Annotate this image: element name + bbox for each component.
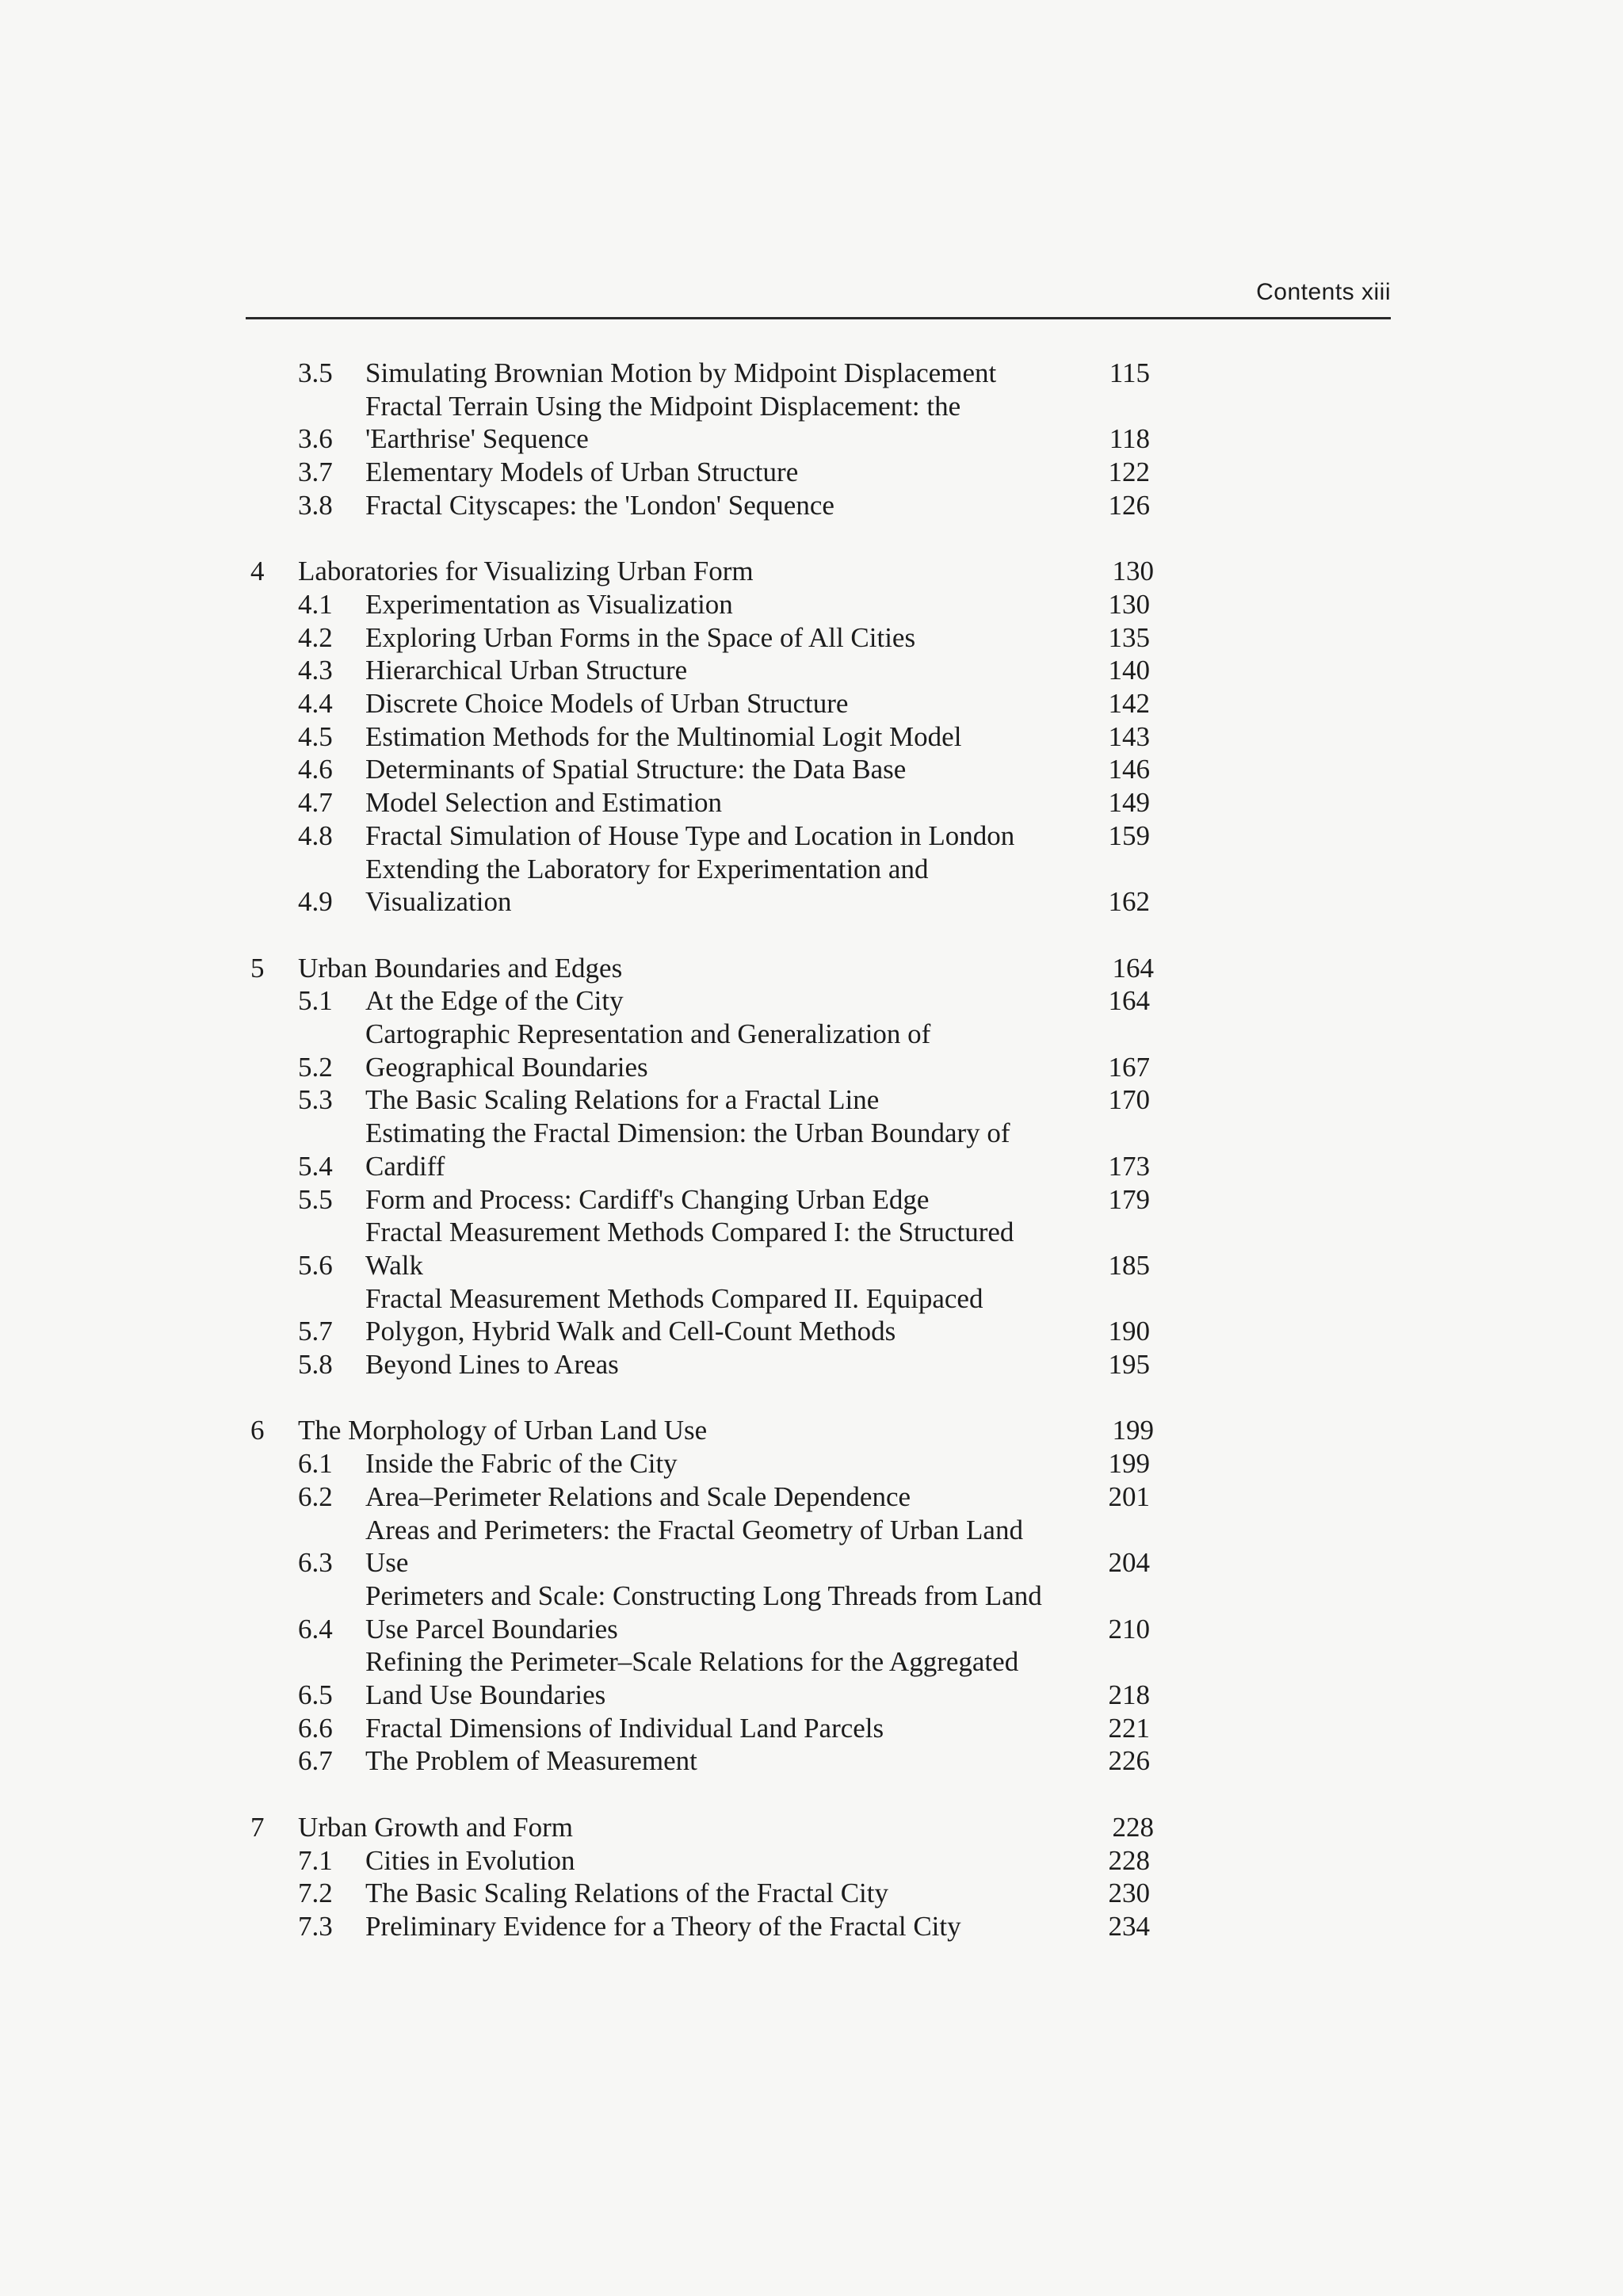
section-title: Areas and Perimeters: the Fractal Geometry of Urban Land Use: [365, 1514, 1023, 1579]
section-number: 6.2: [298, 1480, 333, 1512]
section-number: 7.3: [298, 1910, 333, 1942]
toc-section-entry: [250, 1910, 1154, 1943]
section-number: 4.1: [298, 588, 333, 620]
section-number: 6.6: [298, 1712, 333, 1744]
section-title: Fractal Measurement Methods Compared I: the Structured Walk: [365, 1217, 1014, 1281]
toc-chapter: [250, 952, 1154, 1381]
section-number: 7.1: [298, 1844, 333, 1876]
toc-section-entry: [250, 489, 1154, 522]
section-page: 234: [1108, 1910, 1150, 1942]
section-page: 185: [1108, 1249, 1150, 1281]
toc-section-entry: [250, 1183, 1154, 1217]
section-page: 126: [1108, 489, 1150, 521]
toc-section-entry: [250, 687, 1154, 720]
section-title: Estimation Methods for the Multinomial Logit Model: [365, 720, 962, 752]
toc-section-entry: [250, 1712, 1154, 1745]
section-page: 122: [1108, 457, 1150, 488]
toc-section-entry: [250, 1348, 1154, 1381]
section-number: 4.2: [298, 621, 333, 653]
toc-section-entry: [250, 1216, 1154, 1282]
chapter-page: 130: [1112, 556, 1154, 587]
section-number: 4.6: [298, 754, 333, 785]
section-page: 195: [1108, 1349, 1150, 1381]
section-number: 6.5: [298, 1679, 333, 1711]
chapter-title: Urban Boundaries and Edges: [298, 952, 623, 984]
section-number: 5.1: [298, 985, 333, 1017]
section-number: 5.4: [298, 1150, 333, 1182]
toc-section-entry: [250, 621, 1154, 655]
section-number: 4.9: [298, 886, 333, 918]
toc-section-entry: [250, 1282, 1154, 1348]
section-title: Elementary Models of Urban Structure: [365, 457, 799, 488]
chapter-title: Laboratories for Visualizing Urban Form: [298, 556, 754, 587]
toc-section-entry: [250, 984, 1154, 1018]
section-page: 221: [1108, 1712, 1150, 1744]
section-number: 7.2: [298, 1878, 333, 1909]
section-number: 3.5: [298, 357, 333, 388]
section-number: 6.7: [298, 1745, 333, 1777]
section-title: At the Edge of the City: [365, 985, 624, 1017]
section-number: 5.3: [298, 1084, 333, 1116]
section-page: 201: [1108, 1480, 1150, 1512]
section-number: 3.8: [298, 489, 333, 521]
toc-section-entry: [250, 357, 1154, 390]
section-title: Inside the Fabric of the City: [365, 1448, 678, 1480]
section-title: Model Selection and Estimation: [365, 787, 723, 819]
section-page: 115: [1109, 357, 1150, 388]
chapter-number: 5: [250, 952, 265, 984]
toc-section-entry: [250, 1480, 1154, 1514]
section-number: 4.4: [298, 688, 333, 720]
page-header: [246, 277, 1391, 319]
chapter-number: 6: [250, 1415, 265, 1446]
toc-chapter: [250, 1414, 1154, 1778]
section-title: Fractal Terrain Using the Midpoint Displacement: the 'Earthrise' Sequence: [365, 390, 961, 455]
section-number: 4.7: [298, 787, 333, 819]
toc-section-entry: [250, 1083, 1154, 1117]
section-title: The Basic Scaling Relations for a Fractal Line: [365, 1084, 880, 1116]
toc-section-entry: [250, 853, 1154, 919]
section-page: 228: [1108, 1844, 1150, 1876]
toc-chapter-entry: [250, 1414, 1154, 1447]
section-page: 142: [1108, 688, 1150, 720]
section-title: The Basic Scaling Relations of the Fractal City: [365, 1878, 888, 1909]
section-number: 5.7: [298, 1316, 333, 1347]
toc-section-entry: [250, 786, 1154, 819]
chapter-page: 199: [1112, 1415, 1154, 1446]
section-number: 5.2: [298, 1051, 333, 1083]
toc-section-entry: [250, 819, 1154, 853]
toc-chapter-entry: [250, 952, 1154, 985]
chapter-number: 4: [250, 556, 265, 587]
toc-section-entry: [250, 1514, 1154, 1580]
toc-section-entry: [250, 654, 1154, 687]
toc-section-entry: [250, 1645, 1154, 1711]
section-page: 164: [1108, 985, 1150, 1017]
toc-chapter: [250, 1811, 1154, 1943]
section-number: 6.3: [298, 1547, 333, 1579]
section-page: 210: [1108, 1613, 1150, 1645]
toc-section-entry: [250, 1744, 1154, 1778]
chapter-page: 164: [1112, 952, 1154, 984]
chapter-number: 7: [250, 1811, 265, 1843]
section-page: 190: [1108, 1316, 1150, 1347]
section-page: 204: [1108, 1547, 1150, 1579]
toc-chapter-entry: [250, 555, 1154, 588]
section-page: 159: [1108, 819, 1150, 851]
section-page: 140: [1108, 655, 1150, 686]
section-title: Fractal Measurement Methods Compared II. Equipaced Polygon, Hybrid Walk and Cell-Count Methods: [365, 1282, 983, 1347]
toc-section-entry: [250, 1117, 1154, 1182]
section-title: Hierarchical Urban Structure: [365, 655, 688, 686]
toc-section-entry: [250, 1877, 1154, 1910]
table-of-contents: [250, 357, 1154, 1943]
section-number: 6.1: [298, 1448, 333, 1480]
section-number: 3.7: [298, 457, 333, 488]
toc-section-entry: [250, 1018, 1154, 1083]
chapter-page: 228: [1112, 1811, 1154, 1843]
toc-section-entry: [250, 390, 1154, 456]
section-title: Discrete Choice Models of Urban Structure: [365, 688, 849, 720]
section-number: 4.3: [298, 655, 333, 686]
toc-chapter-entry: [250, 1811, 1154, 1844]
section-page: 167: [1108, 1051, 1150, 1083]
section-title: Perimeters and Scale: Constructing Long Threads from Land Use Parcel Boundaries: [365, 1580, 1042, 1645]
toc-section-entry: [250, 753, 1154, 786]
section-number: 4.8: [298, 819, 333, 851]
section-page: 135: [1108, 621, 1150, 653]
toc-section-entry: [250, 1447, 1154, 1480]
section-title: Form and Process: Cardiff's Changing Urban Edge: [365, 1183, 930, 1215]
section-title: Estimating the Fractal Dimension: the Urban Boundary of Cardiff: [365, 1117, 1010, 1182]
section-title: Area–Perimeter Relations and Scale Dependence: [365, 1480, 911, 1512]
section-page: 149: [1108, 787, 1150, 819]
section-number: 6.4: [298, 1613, 333, 1645]
section-page: 179: [1108, 1183, 1150, 1215]
section-page: 118: [1109, 423, 1150, 455]
section-title: Beyond Lines to Areas: [365, 1349, 619, 1381]
section-title: Fractal Dimensions of Individual Land Parcels: [365, 1712, 884, 1744]
section-page: 199: [1108, 1448, 1150, 1480]
section-title: Fractal Simulation of House Type and Location in London: [365, 819, 1015, 851]
section-title: Simulating Brownian Motion by Midpoint Displacement: [365, 357, 997, 388]
section-title: Cities in Evolution: [365, 1844, 575, 1876]
section-title: Determinants of Spatial Structure: the Data Base: [365, 754, 907, 785]
toc-section-entry: [250, 720, 1154, 754]
running-head: Contents xiii: [1256, 279, 1391, 305]
section-number: 3.6: [298, 423, 333, 455]
section-number: 4.5: [298, 720, 333, 752]
toc-section-entry: [250, 456, 1154, 489]
section-page: 218: [1108, 1679, 1150, 1711]
chapter-title: Urban Growth and Form: [298, 1811, 574, 1843]
toc-section-entry: [250, 588, 1154, 621]
section-page: 146: [1108, 754, 1150, 785]
section-page: 173: [1108, 1150, 1150, 1182]
section-title: The Problem of Measurement: [365, 1745, 697, 1777]
toc-section-entry: [250, 1580, 1154, 1645]
section-title: Cartographic Representation and Generalization of Geographical Boundaries: [365, 1018, 931, 1083]
section-page: 130: [1108, 588, 1150, 620]
section-page: 226: [1108, 1745, 1150, 1777]
section-title: Experimentation as Visualization: [365, 588, 733, 620]
section-number: 5.8: [298, 1349, 333, 1381]
section-title: Preliminary Evidence for a Theory of the Fractal City: [365, 1910, 961, 1942]
section-page: 170: [1108, 1084, 1150, 1116]
section-title: Fractal Cityscapes: the 'London' Sequence: [365, 489, 834, 521]
toc-chapter: [250, 357, 1154, 522]
section-number: 5.6: [298, 1249, 333, 1281]
toc-chapter: [250, 555, 1154, 919]
section-number: 5.5: [298, 1183, 333, 1215]
section-title: Exploring Urban Forms in the Space of All Cities: [365, 621, 916, 653]
chapter-title: The Morphology of Urban Land Use: [298, 1415, 708, 1446]
section-page: 162: [1108, 886, 1150, 918]
section-page: 143: [1108, 720, 1150, 752]
section-title: Extending the Laboratory for Experimentation and Visualization: [365, 853, 929, 918]
section-title: Refining the Perimeter–Scale Relations for the Aggregated Land Use Boundaries: [365, 1646, 1019, 1711]
toc-section-entry: [250, 1844, 1154, 1878]
section-page: 230: [1108, 1878, 1150, 1909]
